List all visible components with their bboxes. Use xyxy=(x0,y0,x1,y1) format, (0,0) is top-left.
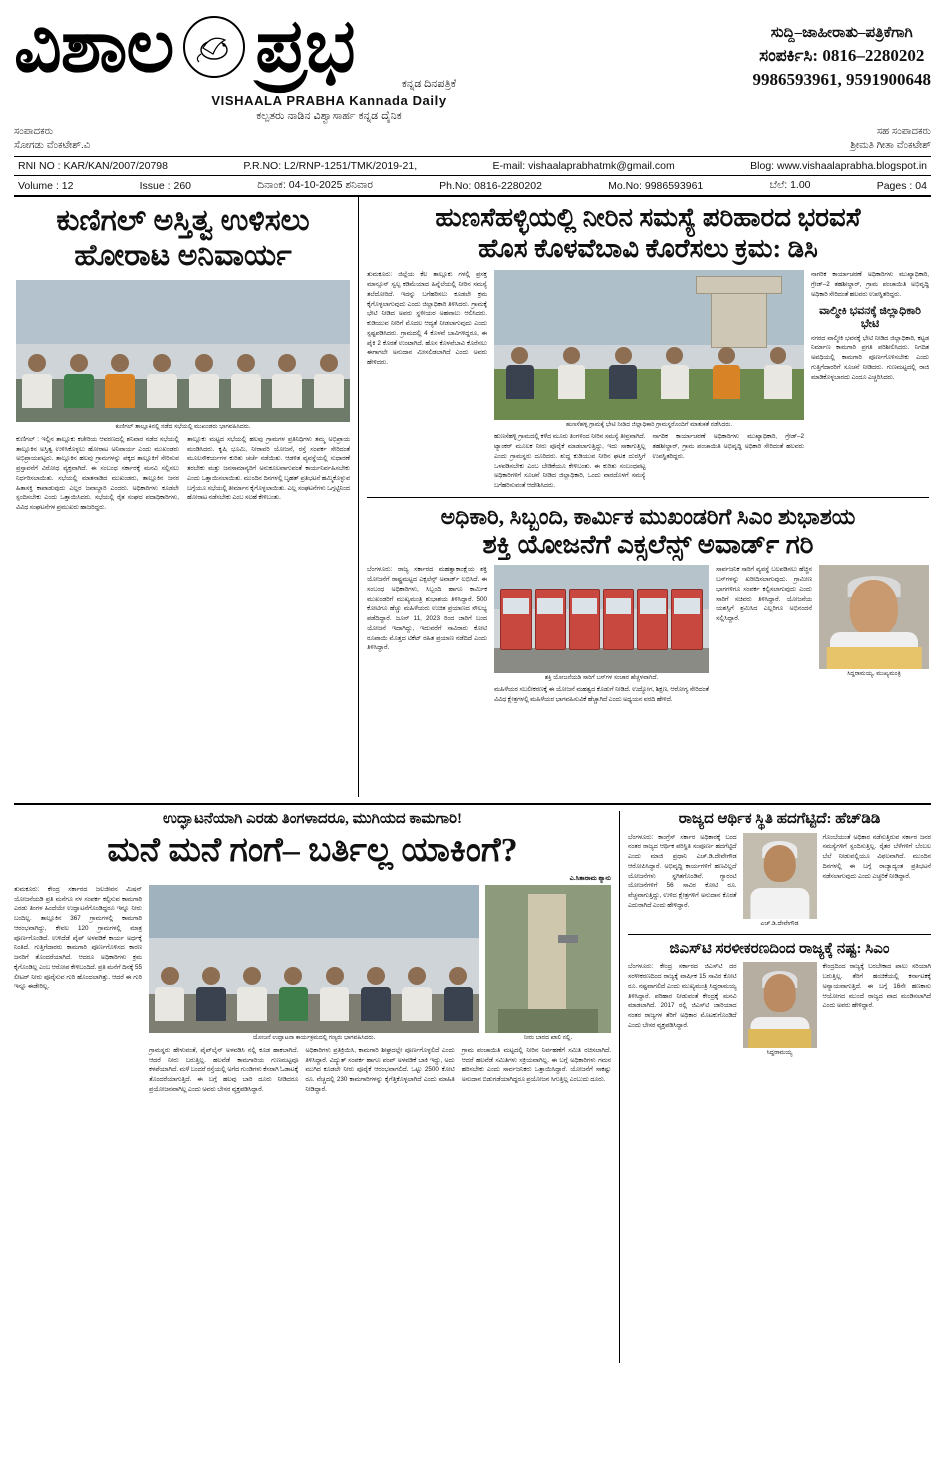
lead-right-column-5: ನಗರದ ವಾಲ್ಮೀಕಿ ಭವನಕ್ಕೆ ಭೇಟಿ ನೀಡಿದ ಜಿಲ್ಲಾಧಿಕಾರಿ, ಕಟ್ಟಡ ನಿರ್ಮಾಣ ಕಾಮಗಾರಿ ಪ್ರಗತಿ ಪರಿಶೀಲಿಸಿದರು. ನಿಗದಿತ ಅವಧಿಯಲ್ಲಿ ಕಾಮಗಾರಿ ಪೂರ್ಣಗೊಳಿಸಬೇಕು ಎಂದು ಗುತ್ತಿಗೆದಾರರಿಗೆ ಸೂಚನೆ ನೀಡಿದರು. ಗುಣಮಟ್ಟದಲ್ಲಿ ರಾಜಿ ಮಾಡಿಕೊಳ್ಳಬಾರದು ಎಂದೂ ಎಚ್ಚರಿಸಿದರು. xyxy=(811,334,929,381)
email-address: E-mail: vishaalaprabhatmk@gmail.com xyxy=(492,160,675,172)
sub-editor-name: ಶ್ರೀಮತಿ ಗೀತಾ ವೆಂಕಟೇಶ್ xyxy=(850,139,931,151)
page-count: Pages : 04 xyxy=(876,179,927,192)
water-tap-photo-caption: ನೀರು ಬಾರದ ಖಾಲಿ ನಲ್ಲಿ. xyxy=(523,1034,573,1041)
top-right-block xyxy=(358,197,931,797)
masthead-logo-caption: ಕನ್ನಡ ದಿನಪತ್ರಿಕೆ xyxy=(401,78,457,90)
lead-left-photo xyxy=(16,280,350,422)
editors-row xyxy=(14,125,931,152)
contact-line-2: ಸಂಪರ್ಕಿಸಿ: 0816–2280202 xyxy=(759,46,925,65)
lead-left-column-1: ಕುಣಿಗಲ್ : ಇಲ್ಲಿನ ತಾಲ್ಲೂಕು ಕಚೇರಿಯ ಆವರಣದಲ್ಲಿ ಶನಿವಾರ ನಡೆದ ಸಭೆಯಲ್ಲಿ ತಾಲ್ಲೂಕಿನ ಅಸ್ತಿತ್ವ ಉಳಿಸಿಕೊಳ್ಳಲು ಹೋರಾಟ ಅನಿವಾರ್ಯ ಎಂದು ಮುಖಂಡರು ಅಭಿಪ್ರಾಯಪಟ್ಟರು. ತಾಲ್ಲೂಕಿನ ಹಲವು ಗ್ರಾಮಗಳನ್ನು ಪಕ್ಕದ ತಾಲ್ಲೂಕಿಗೆ ಸೇರಿಸುವ ಪ್ರಸ್ತಾವನೆಗೆ ವಿರೋಧ ವ್ಯಕ್ತವಾಗಿದೆ. ಈ ಸಂಬಂಧ ಸರ್ಕಾರಕ್ಕೆ ಮನವಿ ಸಲ್ಲಿಸಲು ನಿರ್ಧರಿಸಲಾಯಿತು. ಸಭೆಯಲ್ಲಿ ಮಾತನಾಡಿದ ಮುಖಂಡರು, ತಾಲ್ಲೂಕಿನ ಜನರ ಹಿತಾಸಕ್ತಿ ಕಾಪಾಡುವುದು ಎಲ್ಲರ ಜವಾಬ್ದಾರಿ ಎಂದರು. ಅಧಿಕಾರಿಗಳು ಕೂಡಲೇ ಸ್ಪಂದಿಸಬೇಕು ಎಂದು ಒತ್ತಾಯಿಸಿದರು. ಸಭೆಯಲ್ಲಿ ರೈತ ಸಂಘದ ಪದಾಧಿಕಾರಿಗಳು, ವಿವಿಧ ಸಂಘಟನೆಗಳ ಪ್ರಮುಖರು ಹಾಜರಿದ್ದರು. xyxy=(16,435,179,512)
lead-right-photo-caption: ಹುಣಸೆಹಳ್ಳಿ ಗ್ರಾಮಕ್ಕೆ ಭೇಟಿ ನೀಡಿದ ಜಿಲ್ಲಾಧಿಕಾರಿ ಗ್ರಾಮಸ್ಥರೊಂದಿಗೆ ಮಾತುಕತೆ ನಡೆಸಿದರು. xyxy=(565,422,732,429)
editor-name: ಸೋಗಡು ವೆಂಕಟೇಶ್.ವಿ xyxy=(14,139,91,151)
devegowda-story xyxy=(628,811,931,928)
lead-right-column-2: ಹುಣಸೆಹಳ್ಳಿ ಗ್ರಾಮದಲ್ಲಿ ಕಳೆದ ಮೂರು ತಿಂಗಳಿಂದ ನೀರಿನ ಸಮಸ್ಯೆ ತೀವ್ರವಾಗಿದೆ. ಟ್ಯಾಂಕರ್ ಮೂಲಕ ನೀರು ಪೂರೈಕೆ ಮಾಡಲಾಗುತ್ತಿದ್ದು, ಇದು ಸಾಕಾಗುತ್ತಿಲ್ಲ ಎಂದು ಗ್ರಾಮಸ್ಥರು ದೂರಿದರು. ಶುದ್ಧ ಕುಡಿಯುವ ನೀರಿನ ಘಟಕ ದುರಸ್ತಿಗೆ ಒಳಪಡಿಸಬೇಕು ಎಂಬ ಬೇಡಿಕೆಯೂ ಕೇಳಿಬಂತು. ಈ ಕುರಿತು ಸಂಬಂಧಪಟ್ಟ ಅಧಿಕಾರಿಗಳಿಗೆ ಸೂಚನೆ ನೀಡಿದ ಜಿಲ್ಲಾಧಿಕಾರಿ, ಒಂದು ವಾರದೊಳಗೆ ಸಮಸ್ಯೆ ಬಗೆಹರಿಸುವಂತೆ ಆದೇಶಿಸಿದರು. xyxy=(494,433,646,490)
bottom-left-byline: ಎ.ಸಿತಾರಾಮ ಶ್ಯಾನು xyxy=(569,874,611,882)
lead-right-headline-line2: ಹೊಸ ಕೊಳವೆಬಾವಿ ಕೊರೆಸಲು ಕ್ರಮ: ಡಿಸಿ xyxy=(478,233,818,263)
mid-right-headline-line2: ಶಕ್ತಿ ಯೋಜನೆಗೆ ಎಕ್ಸಲೆನ್ಸ್ ಅವಾರ್ಡ್ ಗರಿ xyxy=(482,529,814,559)
gst-column-2: ಕೇಂದ್ರದಿಂದ ರಾಜ್ಯಕ್ಕೆ ಬರಬೇಕಾದ ಪಾಲು ಸರಿಯಾಗಿ ಬರುತ್ತಿಲ್ಲ. ತೆರಿಗೆ ಹಂಚಿಕೆಯಲ್ಲಿ ಕರ್ನಾಟಕಕ್ಕೆ ಅನ್ಯಾಯವಾಗುತ್ತಿದೆ. ಈ ಬಗ್ಗೆ 16ನೇ ಹಣಕಾಸು ಆಯೋಗದ ಮುಂದೆ ರಾಜ್ಯದ ವಾದ ಮಂಡಿಸಲಾಗಿದೆ ಎಂದು ಅವರು ಹೇಳಿದ್ದಾರೆ. xyxy=(822,963,931,1010)
volume-number: Volume : 12 xyxy=(18,179,74,192)
masthead-left xyxy=(14,6,644,123)
dove-logo-icon xyxy=(183,16,245,78)
devegowda-portrait-caption: ಎಚ್.ಡಿ.ದೇವೇಗೌಡ xyxy=(760,920,799,927)
siddaramaiah-portrait-caption: ಸಿದ್ದರಾಮಯ್ಯ xyxy=(766,1050,793,1057)
bottom-left-kicker: ಉದ್ಘಾಟನೆಯಾಗಿ ಎರಡು ತಿಂಗಳಾದರೂ, ಮುಗಿಯದ ಕಾಮಗಾರಿ! xyxy=(162,811,462,827)
bottom-right-block xyxy=(619,811,931,1363)
cm-portrait-photo xyxy=(819,565,929,669)
lead-right-subhead: ವಾಲ್ಮೀಕಿ ಭವನಕ್ಕೆ ಜಿಲ್ಲಾಧಿಕಾರಿ ಭೇಟಿ xyxy=(819,304,921,330)
rni-number: RNI NO : KAR/KAN/2007/20798 xyxy=(18,160,168,172)
title-word-right: ಪ್ರಭ xyxy=(255,6,355,88)
blog-address: Blog: www.vishaalaprabha.blogspot.in xyxy=(750,160,927,172)
bottom-left-column-2: ಗ್ರಾಮಸ್ಥರು ಹೇಳುವಂತೆ, ಪೈಪ್‌ಲೈನ್ ಅಳವಡಿಸಿ ನಲ್ಲಿ ಕೂಡ ಹಾಕಲಾಗಿದೆ. ಆದರೆ ನೀರು ಬರುತ್ತಿಲ್ಲ. ಹಲವೆಡೆ ಕಾಮಗಾರಿಯ ಗುಣಮಟ್ಟವೂ ಕಳಪೆಯಾಗಿದೆ. ಮಳೆ ಬಂದರೆ ರಸ್ತೆಯಲ್ಲಿ ಅಗೆದ ಗುಂಡಿಗಳು ಕೆಸರಾಗಿ ಓಡಾಟಕ್ಕೆ ತೊಂದರೆಯಾಗುತ್ತಿದೆ. ಈ ಬಗ್ಗೆ ಹಲವು ಬಾರಿ ದೂರು ನೀಡಿದರೂ ಪ್ರಯೋಜನವಾಗಿಲ್ಲ ಎಂದು ಅವರು ಬೇಸರ ವ್ಯಕ್ತಪಡಿಸಿದ್ದಾರೆ. xyxy=(149,1046,299,1093)
pr-number: P.R.NO: L2/RNP-1251/TMK/2019-21, xyxy=(243,160,418,172)
inauguration-photo xyxy=(149,885,479,1033)
masthead-english-title: VISHAALA PRABHA Kannada Daily xyxy=(211,93,447,108)
editor-label: ಸಂಪಾದಕರು xyxy=(14,126,54,137)
mid-right-story xyxy=(367,497,929,705)
price: ಬೆಲೆ: 1.00 xyxy=(769,179,811,191)
gst-story xyxy=(628,934,931,1058)
issue-number: Issue : 260 xyxy=(139,179,192,192)
info-bar-bottom xyxy=(14,176,931,197)
lead-left-column-2: ತಾಲ್ಲೂಕು ಮಟ್ಟದ ಸಭೆಯಲ್ಲಿ ಹಲವು ಗ್ರಾಮಗಳ ಪ್ರತಿನಿಧಿಗಳು ತಮ್ಮ ಅಭಿಪ್ರಾಯ ಮಂಡಿಸಿದರು. ಕೃಷಿ ಭೂಮಿ, ನೀರಾವರಿ ಯೋಜನೆ, ರಸ್ತೆ ಸಂಪರ್ಕ ಸೇರಿದಂತೆ ಮೂಲಸೌಕರ್ಯಗಳ ಕುರಿತು ಚರ್ಚೆ ನಡೆಯಿತು. ಆಡಳಿತ ವ್ಯವಸ್ಥೆಯಲ್ಲಿ ಸುಧಾರಣೆ ತರಬೇಕು ಮತ್ತು ಜನಸಾಮಾನ್ಯರಿಗೆ ಅನುಕೂಲವಾಗುವಂತೆ ಕಾರ್ಯನಿರ್ವಹಿಸಬೇಕು ಎಂದು ಒತ್ತಾಯಿಸಲಾಯಿತು. ಮುಂದಿನ ದಿನಗಳಲ್ಲಿ ಬೃಹತ್ ಪ್ರತಿಭಟನೆ ಹಮ್ಮಿಕೊಳ್ಳುವ ಬಗ್ಗೆಯೂ ಸಭೆಯಲ್ಲಿ ತೀರ್ಮಾನ ಕೈಗೊಳ್ಳಲಾಯಿತು. ಎಲ್ಲ ಸಂಘಟನೆಗಳು ಒಗ್ಗಟ್ಟಿನಿಂದ ಹೋರಾಟ ನಡೆಸಬೇಕು ಎಂಬ ಸಲಹೆ ಕೇಳಿಬಂತು. xyxy=(187,435,350,502)
lead-right-column-4: ನಾಗರಿಕ ಕಾರ್ಯಾಚರಣೆ ಅಧಿಕಾರಿಗಳು ಮುಖ್ಯಾಧಿಕಾರಿ, ಗ್ರೇಡ್–2 ತಹಶೀಲ್ದಾರ್, ಗ್ರಾಮ ಪಂಚಾಯಿತಿ ಅಭಿವೃದ್ಧಿ ಅಧಿಕಾರಿ ಸೇರಿದಂತೆ ಹಲವರು ಉಪಸ್ಥಿತರಿದ್ದರು. xyxy=(811,271,929,298)
lead-left-photo-caption: ಕುಣಿಗಲ್ ತಾಲ್ಲೂಕಿನಲ್ಲಿ ನಡೆದ ಸಭೆಯಲ್ಲಿ ಮುಖಂಡರು ಭಾಗವಹಿಸಿದರು. xyxy=(115,423,251,430)
water-tap-photo xyxy=(485,885,611,1033)
lead-right-story xyxy=(367,203,929,491)
bottom-left-column-1: ತುಮಕೂರು: ಕೇಂದ್ರ ಸರ್ಕಾರದ ಜಲಜೀವನ ಮಿಷನ್ ಯೋಜನೆಯಡಿ ಪ್ರತಿ ಮನೆಗೂ ನಳ ಸಂಪರ್ಕ ಕಲ್ಪಿಸುವ ಕಾಮಗಾರಿ ಎರಡು ತಿಂಗಳ ಹಿಂದೆಯೇ ಉದ್ಘಾಟನೆಗೊಂಡಿದ್ದರೂ ಇನ್ನೂ ನೀರು ಬಂದಿಲ್ಲ. ತಾಲ್ಲೂಕಿನ 367 ಗ್ರಾಮಗಳಲ್ಲಿ ಕಾಮಗಾರಿ ಆರಂಭವಾಗಿದ್ದು, ಕೇವಲ 120 ಗ್ರಾಮಗಳಲ್ಲಿ ಮಾತ್ರ ಪೂರ್ಣಗೊಂಡಿದೆ. ಉಳಿದೆಡೆ ಪೈಪ್ ಅಳವಡಿಕೆ ಕಾರ್ಯ ಅರ್ಧಕ್ಕೆ ನಿಂತಿದೆ. ಗುತ್ತಿಗೆದಾರರು ಕಾಮಗಾರಿ ಪೂರ್ಣಗೊಳಿಸದ ಕಾರಣ ಜನರಿಗೆ ತೊಂದರೆಯಾಗಿದೆ. ಆದರೂ ಅಧಿಕಾರಿಗಳು ಕ್ರಮ ಕೈಗೊಂಡಿಲ್ಲ ಎಂಬ ಆರೋಪ ಕೇಳಿಬಂದಿದೆ. ಪ್ರತಿ ಮನೆಗೆ ದಿನಕ್ಕೆ 55 ಲೀಟರ್ ನೀರು ಪೂರೈಸುವ ಗುರಿ ಹೊಂದಲಾಗಿತ್ತು. ಆದರೆ ಈ ಗುರಿ ಇನ್ನೂ ಈಡೇರಿಲ್ಲ. xyxy=(14,885,142,991)
top-section xyxy=(14,197,931,797)
bottom-left-column-3: ಅಧಿಕಾರಿಗಳು ಪ್ರತಿಕ್ರಿಯಿಸಿ, ಕಾಮಗಾರಿ ಶೀಘ್ರದಲ್ಲೇ ಪೂರ್ಣಗೊಳ್ಳಲಿದೆ ಎಂದು ತಿಳಿಸಿದ್ದಾರೆ. ವಿದ್ಯುತ್ ಸಂಪರ್ಕ ಹಾಗೂ ಪಂಪ್ ಅಳವಡಿಕೆ ಬಾಕಿ ಇದ್ದು, ಅದು ಮುಗಿದ ಕೂಡಲೇ ನೀರು ಪೂರೈಕೆ ಆರಂಭವಾಗಲಿದೆ. ಒಟ್ಟು 2500 ಕೋಟಿ ರೂ. ವೆಚ್ಚದಲ್ಲಿ 230 ಕಾಮಗಾರಿಗಳನ್ನು ಕೈಗೆತ್ತಿಕೊಳ್ಳಲಾಗಿದೆ ಎಂದು ಮಾಹಿತಿ ನೀಡಿದ್ದಾರೆ. xyxy=(305,1046,455,1093)
bottom-left-column-4: ಗ್ರಾಮ ಪಂಚಾಯಿತಿ ಮಟ್ಟದಲ್ಲಿ ನೀರಿನ ನಿರ್ವಹಣೆಗೆ ಸಮಿತಿ ರಚಿಸಲಾಗಿದೆ. ಆದರೆ ಹಲವೆಡೆ ಸಮಿತಿಗಳು ಸಕ್ರಿಯವಾಗಿಲ್ಲ. ಈ ಬಗ್ಗೆ ಅಧಿಕಾರಿಗಳು ಗಮನ ಹರಿಸಬೇಕು ಎಂದು ಸಾರ್ವಜನಿಕರು ಒತ್ತಾಯಿಸಿದ್ದಾರೆ. ಯೋಜನೆಗೆ ಸಾಕಷ್ಟು ಅನುದಾನ ಬಿಡುಗಡೆಯಾಗಿದ್ದರೂ ಪ್ರಯೋಜನ ಸಿಗುತ್ತಿಲ್ಲ ಎಂಬುದು ದೂರು. xyxy=(461,1046,611,1084)
devegowda-portrait xyxy=(743,833,817,919)
masthead-contact xyxy=(753,10,932,90)
contact-line-1: ಸುದ್ದಿ–ಜಾಹೀರಾತು–ಪತ್ರಿಕೆಗಾಗಿ xyxy=(770,25,913,41)
devegowda-column-1: ಬೆಂಗಳೂರು: ಕಾಂಗ್ರೆಸ್ ಸರ್ಕಾರ ಅಧಿಕಾರಕ್ಕೆ ಬಂದ ನಂತರ ರಾಜ್ಯದ ಆರ್ಥಿಕ ಪರಿಸ್ಥಿತಿ ಸಂಪೂರ್ಣ ಹದಗೆಟ್ಟಿದೆ ಎಂದು ಮಾಜಿ ಪ್ರಧಾನಿ ಎಚ್.ಡಿ.ದೇವೇಗೌಡ ಆರೋಪಿಸಿದ್ದಾರೆ. ಅಭಿವೃದ್ಧಿ ಕಾರ್ಯಗಳಿಗೆ ಹಣವಿಲ್ಲದೆ ಯೋಜನೆಗಳು ಸ್ಥಗಿತಗೊಂಡಿವೆ. ಗ್ಯಾರಂಟಿ ಯೋಜನೆಗಳಿಗೆ 56 ಸಾವಿರ ಕೋಟಿ ರೂ. ವೆಚ್ಚವಾಗುತ್ತಿದ್ದು, ಉಳಿದ ಕ್ಷೇತ್ರಗಳಿಗೆ ಅನುದಾನ ಕೊರತೆ ಎದುರಾಗಿದೆ ಎಂದು ಹೇಳಿದ್ದಾರೆ. xyxy=(628,833,737,909)
mid-right-headline-line1: ಅಧಿಕಾರಿ, ಸಿಬ್ಬಂದಿ, ಕಾರ್ಮಿಕ ಮುಖಂಡರಿಗೆ ಸಿಎಂ ಶುಭಾಶಯ xyxy=(440,503,856,529)
editor-block xyxy=(14,125,90,152)
sub-editor-label: ಸಹ ಸಂಪಾದಕರು xyxy=(876,126,931,137)
mid-right-column-3: ಸಾರ್ವಜನಿಕ ಸಾರಿಗೆ ವ್ಯವಸ್ಥೆ ಬಲಪಡಿಸಲು ಹೆಚ್ಚಿನ ಬಸ್‌ಗಳನ್ನು ಖರೀದಿಸಲಾಗುವುದು. ಗ್ರಾಮೀಣ ಭಾಗಗಳಿಗೂ ಸಂಪರ್ಕ ಕಲ್ಪಿಸಲಾಗುವುದು ಎಂದು ಸಾರಿಗೆ ಸಚಿವರು ತಿಳಿಸಿದ್ದಾರೆ. ಯೋಜನೆಯ ಯಶಸ್ಸಿಗೆ ಶ್ರಮಿಸಿದ ಎಲ್ಲರಿಗೂ ಅಭಿನಂದನೆ ಸಲ್ಲಿಸಿದ್ದಾರೆ. xyxy=(716,566,812,623)
info-bar-top xyxy=(14,156,931,176)
publication-date: ದಿನಾಂಕ: 04-10-2025 ಶನಿವಾರ xyxy=(257,179,373,191)
lead-right-column-3: ನಾಗರಿಕ ಕಾರ್ಯಾಚರಣೆ ಅಧಿಕಾರಿಗಳು ಮುಖ್ಯಾಧಿಕಾರಿ, ಗ್ರೇಡ್–2 ತಹಶೀಲ್ದಾರ್, ಗ್ರಾಮ ಪಂಚಾಯಿತಿ ಅಭಿವೃದ್ಧಿ ಅಧಿಕಾರಿ ಸೇರಿದಂತೆ ಹಲವರು ಉಪಸ್ಥಿತರಿದ್ದರು. xyxy=(652,433,804,460)
title-word-left: ವಿಶಾಲ xyxy=(14,6,174,88)
bottom-left-story xyxy=(14,811,619,1363)
devegowda-column-2: ಗೊಂಬೆಯಂತೆ ಅಧಿಕಾರ ನಡೆಸುತ್ತಿರುವ ಸರ್ಕಾರ ಜನರ ಸಮಸ್ಯೆಗಳಿಗೆ ಸ್ಪಂದಿಸುತ್ತಿಲ್ಲ. ರೈತರ ಬೆಳೆಗಳಿಗೆ ಬೆಂಬಲ ಬೆಲೆ ನೀಡುವಲ್ಲಿಯೂ ವಿಫಲವಾಗಿದೆ. ಮುಂದಿನ ದಿನಗಳಲ್ಲಿ ಈ ಬಗ್ಗೆ ರಾಜ್ಯಾದ್ಯಂತ ಪ್ರತಿಭಟನೆ ನಡೆಸಲಾಗುವುದು ಎಂದು ಎಚ್ಚರಿಕೆ ನೀಡಿದ್ದಾರೆ. xyxy=(822,833,931,880)
cm-portrait-caption: ಸಿದ್ದರಾಮಯ್ಯ, ಮುಖ್ಯಮಂತ್ರಿ xyxy=(847,671,901,678)
bus-fleet-caption: ಶಕ್ತಿ ಯೋಜನೆಯಡಿ ಸಾರಿಗೆ ಬಸ್‌ಗಳ ಸಂಚಾರ ಹೆಚ್ಚಳವಾಗಿದೆ. xyxy=(544,675,659,682)
masthead-tagline: ಕಲ್ಪತರು ನಾಡಿನ ವಿಶ್ವಾಸಾರ್ಹ ಕನ್ನಡ ದೈನಿಕ xyxy=(256,110,402,122)
mobile-number: Mo.No: 9986593961 xyxy=(608,179,704,192)
gst-headline: ಜಿಎಸ್‌ಟಿ ಸರಳೀಕರಣದಿಂದ ರಾಜ್ಯಕ್ಕೆ ನಷ್ಟ: ಸಿಎಂ xyxy=(669,940,890,957)
lead-left-headline-line1: ಕುಣಿಗಲ್ ಅಸ್ತಿತ್ವ ಉಳಿಸಲು xyxy=(56,204,310,237)
contact-line-3: 9986593961, 9591900648 xyxy=(752,70,931,89)
gst-column-1: ಬೆಂಗಳೂರು: ಕೇಂದ್ರ ಸರ್ಕಾರದ ಜಿಎಸ್‌ಟಿ ದರ ಸರಳೀಕರಣದಿಂದ ರಾಜ್ಯಕ್ಕೆ ವಾರ್ಷಿಕ 15 ಸಾವಿರ ಕೋಟಿ ರೂ. ನಷ್ಟವಾಗಲಿದೆ ಎಂದು ಮುಖ್ಯಮಂತ್ರಿ ಸಿದ್ದರಾಮಯ್ಯ ತಿಳಿಸಿದ್ದಾರೆ. ಪರಿಹಾರ ನೀಡುವಂತೆ ಕೇಂದ್ರಕ್ಕೆ ಮನವಿ ಮಾಡಲಾಗಿದೆ. 2017 ರಲ್ಲಿ ಜಿಎಸ್‌ಟಿ ಜಾರಿಯಾದ ನಂತರ ರಾಜ್ಯಗಳ ತೆರಿಗೆ ಅಧಿಕಾರ ಮೊಟಕುಗೊಂಡಿದೆ ಎಂದು ಬೇಸರ ವ್ಯಕ್ತಪಡಿಸಿದ್ದಾರೆ. xyxy=(628,963,737,1029)
bottom-section xyxy=(14,803,931,1363)
siddaramaiah-portrait xyxy=(743,962,817,1048)
lead-left-headline-line2: ಹೋರಾಟ ಅನಿವಾರ್ಯ xyxy=(74,239,292,273)
sub-editor-block xyxy=(850,125,931,152)
mid-right-column-2: ಮಹಿಳೆಯರ ಸಬಲೀಕರಣಕ್ಕೆ ಈ ಯೋಜನೆ ಮಹತ್ವದ ಕೊಡುಗೆ ನೀಡಿದೆ. ಉದ್ಯೋಗ, ಶಿಕ್ಷಣ, ಆರೋಗ್ಯ ಸೇರಿದಂತೆ ವಿವಿಧ ಕ್ಷೇತ್ರಗಳಲ್ಲಿ ಮಹಿಳೆಯರ ಭಾಗವಹಿಸುವಿಕೆ ಹೆಚ್ಚಾಗಿದೆ ಎಂದು ಅಧ್ಯಯನ ವರದಿ ಹೇಳಿದೆ. xyxy=(494,686,709,704)
bus-fleet-photo xyxy=(494,565,709,673)
lead-left-story xyxy=(14,197,358,797)
inauguration-photo-caption: ಯೋಜನೆ ಉದ್ಘಾಟನಾ ಕಾರ್ಯಕ್ರಮದಲ್ಲಿ ಗಣ್ಯರು ಭಾಗವಹಿಸಿದರು. xyxy=(252,1034,376,1041)
lead-right-photo xyxy=(494,270,804,420)
lead-right-headline-line1: ಹುಣಸೆಹಳ್ಳಿಯಲ್ಲಿ ನೀರಿನ ಸಮಸ್ಯೆ ಪರಿಹಾರದ ಭರವಸೆ xyxy=(435,203,861,232)
newspaper-title xyxy=(14,6,644,88)
bottom-left-headline: ಮನೆ ಮನೆ ಗಂಗೆ– ಬರ್ತಿಲ್ಲ ಯಾಕಿಂಗೆ? xyxy=(107,831,518,869)
phone-number: Ph.No: 0816-2280202 xyxy=(439,179,542,192)
devegowda-headline: ರಾಜ್ಯದ ಆರ್ಥಿಕ ಸ್ಥಿತಿ ಹದಗೆಟ್ಟಿದೆ: ಹೆಚ್‌ಡಿಡಿ xyxy=(678,811,881,827)
masthead xyxy=(14,6,931,123)
lead-right-column-1: ತುಮಕೂರು: ಜಿಲ್ಲೆಯ ಕೆಲ ತಾಲ್ಲೂಕು ಗಳಲ್ಲಿ ಪ್ರಸಕ್ತ ಮಾನ್ಸೂನ್ ಸ್ವಲ್ಪ ಕಡಿಮೆಯಾದ ಹಿನ್ನೆಲೆಯಲ್ಲಿ ನೀರಿನ ಸಮಸ್ಯೆ ತಲೆದೋರಿದೆ. ಇದನ್ನು ಬಗೆಹರಿಸಲು ಕೂಡಲೇ ಕ್ರಮ ಕೈಗೊಳ್ಳಲಾಗುವುದು ಎಂದು ಜಿಲ್ಲಾಧಿಕಾರಿ ತಿಳಿಸಿದರು. ಗ್ರಾಮಕ್ಕೆ ಭೇಟಿ ನೀಡಿದ ಅವರು ಸ್ಥಳೀಯರ ಅಹವಾಲು ಆಲಿಸಿದರು. ಕುಡಿಯುವ ನೀರಿಗೆ ಮೊದಲ ಆದ್ಯತೆ ನೀಡಲಾಗುವುದು ಎಂದು ಸ್ಪಷ್ಟಪಡಿಸಿದರು. ಗ್ರಾಮದಲ್ಲಿ 4 ಕೊಳವೆ ಬಾವಿಗಳಿದ್ದರೂ, ಈ ಪೈಕಿ 2 ಕೊರತೆ ಉಂಟಾಗಿದೆ. ಹೊಸ ಕೊಳವೆಬಾವಿ ಕೊರೆಸಲು ಈಗಾಗಲೇ ಅನುದಾನ ಮೀಸಲಿಡಲಾಗಿದೆ ಎಂದು ಅವರು ಹೇಳಿದರು. xyxy=(367,271,487,367)
mid-right-column-1: ಬೆಂಗಳೂರು: ರಾಜ್ಯ ಸರ್ಕಾರದ ಮಹತ್ವಾಕಾಂಕ್ಷೆಯ ಶಕ್ತಿ ಯೋಜನೆಗೆ ರಾಷ್ಟ್ರಮಟ್ಟದ ಎಕ್ಸಲೆನ್ಸ್ ಅವಾರ್ಡ್ ಲಭಿಸಿದೆ. ಈ ಸಂಬಂಧ ಅಧಿಕಾರಿಗಳು, ಸಿಬ್ಬಂದಿ ಹಾಗೂ ಕಾರ್ಮಿಕ ಮುಖಂಡರಿಗೆ ಮುಖ್ಯಮಂತ್ರಿ ಶುಭಾಶಯ ತಿಳಿಸಿದ್ದಾರೆ. 500 ಕೋಟಿಗೂ ಹೆಚ್ಚು ಮಹಿಳೆಯರು ಉಚಿತ ಪ್ರಯಾಣದ ಸೌಲಭ್ಯ ಪಡೆದಿದ್ದಾರೆ. ಜೂನ್ 11, 2023 ರಿಂದ ಜಾರಿಗೆ ಬಂದ ಯೋಜನೆ ಇದಾಗಿದ್ದು, ಇದುವರೆಗೆ ಸಾವಿರಾರು ಕೋಟಿ ರೂಪಾಯಿ ಮೊತ್ತದ ಟಿಕೆಟ್ ರಹಿತ ಪ್ರಯಾಣ ನಡೆದಿದೆ ಎಂದು ತಿಳಿಸಿದ್ದಾರೆ. xyxy=(367,566,487,652)
